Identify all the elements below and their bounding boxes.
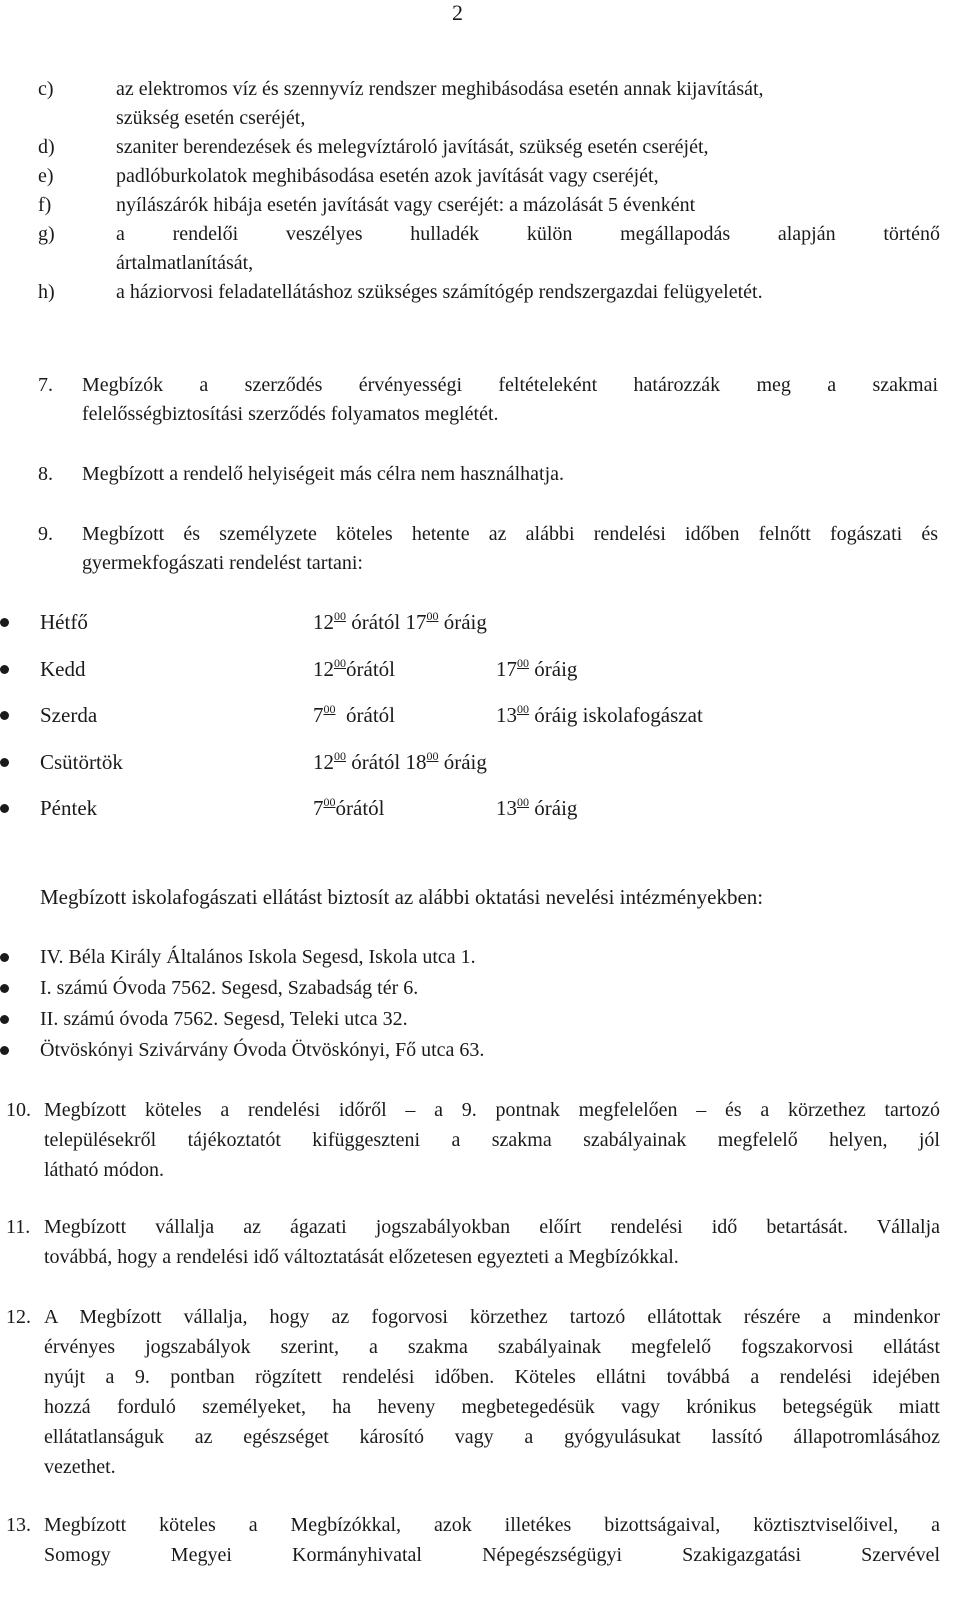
list-text: nyílászárók hibája esetén javítását vagy cseréjét: a mázolását 5 évenként [116,194,696,216]
paragraph-number: 11. [6,1216,31,1238]
paragraph-line: vezethet. [44,1456,116,1478]
schedule-day: Péntek [40,796,98,820]
paragraph-number: 10. [6,1099,31,1121]
paragraph-line: Megbízott a rendelő helyiségeit más célra nem használhatja. [82,463,565,485]
schedule-from: $7^{00}órától$ [313,795,385,820]
list-text: a háziorvosi feladatellátáshoz szükséges számítógép rendszergazdai felügyeletét. [116,281,763,303]
schedule-hours: $12^{00}$ órától $18^{00}$ óráig [313,749,487,774]
paragraph-number: 8. [38,463,53,485]
list-item-e [38,161,940,191]
paragraph-line: Megbízott köteles a rendelési időről – a 9. pontnak megfelelően – és a körzethez tartozó [44,1099,940,1121]
paragraph-line: gyermekfogászati rendelést tartani: [82,552,363,574]
paragraph-line: Megbízott vállalja az ágazati jogszabályokban előírt rendelési idő betartását. Vállalja [44,1216,940,1238]
schedule-row-thursday [0,744,902,780]
paragraph-number: 12. [6,1306,31,1328]
list-item-f [38,190,940,220]
school-item [0,973,902,1003]
schedule-day: Kedd [40,657,86,681]
paragraph-line: A Megbízott vállalja, hogy az fogorvosi körzethez tartozó ellátottak részére a mindenkor [44,1306,940,1328]
bullet-icon [0,804,9,813]
paragraph-line: ellátatlanságuk az egészséget károsító vagy a gyógyulásukat lassító állapotromlásához [44,1426,940,1448]
bullet-icon [0,1015,9,1024]
bullet-icon [0,984,9,993]
list-item-h [38,277,940,307]
bullet-icon [0,1046,9,1055]
paragraph-line: érvényes jogszabályok szerint, a szakma szabályainak megfelelő fogszakorvosi ellátást [44,1336,940,1358]
paragraph-line: látható módon. [44,1159,164,1181]
list-text: az elektromos víz és szennyvíz rendszer meghibásodása esetén annak kijavítását, [116,78,764,100]
school-item [0,942,902,972]
paragraph-line: hozzá forduló személyeket, ha heveny megbetegedésük vagy krónikus betegségük miatt [44,1396,940,1418]
list-label: f) [38,194,52,216]
bullet-icon [0,758,9,767]
schedule-from: $7^{00}$ órától [313,702,395,727]
schedule-row-monday [0,604,902,640]
school-item [0,1004,902,1034]
school-intro: Megbízott iskolafogászati ellátást biztosít az alábbi oktatási nevelési intézményekben: [40,885,764,909]
paragraph-line: nyújt a 9. pontban rögzített rendelési időben. Köteles ellátni továbbá a rendelési idejében [44,1366,940,1388]
list-label: c) [38,78,54,100]
school-item [0,1035,902,1065]
school-text: Ötvöskónyi Szivárvány Óvoda Ötvöskónyi, Fő utca 63. [40,1039,485,1061]
paragraph-line: Megbízott és személyzete köteles hetente az alábbi rendelési időben felnőtt fogászati és [82,523,938,545]
schedule-day: Csütörtök [40,750,123,774]
schedule-row-wednesday [0,697,902,733]
school-text: I. számú Óvoda 7562. Segesd, Szabadság tér 6. [40,977,419,999]
list-item-g-cont [38,248,940,278]
list-text: ártalmatlanítását, [116,252,254,274]
paragraph-number: 13. [6,1514,31,1536]
list-item-d [38,132,940,162]
bullet-icon [0,618,9,627]
list-item-c [38,74,940,104]
schedule-to: $17^{00}$ óráig [496,656,578,681]
school-text: IV. Béla Király Általános Iskola Segesd, Iskola utca 1. [40,946,476,968]
schedule-hours: $12^{00}$ órától $17^{00}$ óráig [313,609,487,634]
schedule-day: Szerda [40,703,98,727]
schedule-to: $13^{00}$ óráig iskolafogászat [496,702,703,727]
school-text: II. számú óvoda 7562. Segesd, Teleki utca 32. [40,1008,408,1030]
schedule-row-friday [0,790,902,826]
paragraph-number: 7. [38,374,53,396]
list-text: a rendelői veszélyes hulladék külön megállapodás alapján történő [116,223,940,245]
bullet-icon [0,665,9,674]
schedule-from: $12^{00}órától$ [313,656,395,681]
paragraph-line: Megbízók a szerződés érvényességi feltételeként határozzák meg a szakmai [82,374,938,396]
list-label: g) [38,223,55,245]
list-text: szükség esetén cseréjét, [116,107,306,129]
schedule-to: $13^{00}$ óráig [496,795,578,820]
paragraph-line: településekről tájékoztatót kifüggeszteni a szakma szabályainak megfelelő helyen, jól [44,1129,940,1151]
schedule-day: Hétfő [40,610,88,634]
list-label: d) [38,136,55,158]
list-label: e) [38,165,54,187]
paragraph-line: Somogy Megyei Kormányhivatal Népegészségügyi Szakigazgatási Szervével [44,1544,940,1566]
list-text: padlóburkolatok meghibásodása esetén azok javítását vagy cseréjét, [116,165,659,187]
list-item-g [38,219,940,249]
paragraph-line: továbbá, hogy a rendelési idő változtatását előzetesen egyezteti a Megbízókkal. [44,1246,679,1268]
paragraph-line: Megbízott köteles a Megbízókkal, azok illetékes bizottságaival, köztisztviselőivel, a [44,1514,940,1536]
paragraph-number: 9. [38,523,53,545]
list-item-c-cont [38,103,940,133]
list-text: szaniter berendezések és melegvíztároló javítását, szükség esetén cseréjét, [116,136,709,158]
bullet-icon [0,953,9,962]
paragraph-line: felelősségbiztosítási szerződés folyamatos meglétét. [82,403,499,425]
bullet-icon [0,711,9,720]
list-label: h) [38,281,55,303]
page-number: 2 [452,0,463,25]
schedule-row-tuesday [0,651,902,687]
